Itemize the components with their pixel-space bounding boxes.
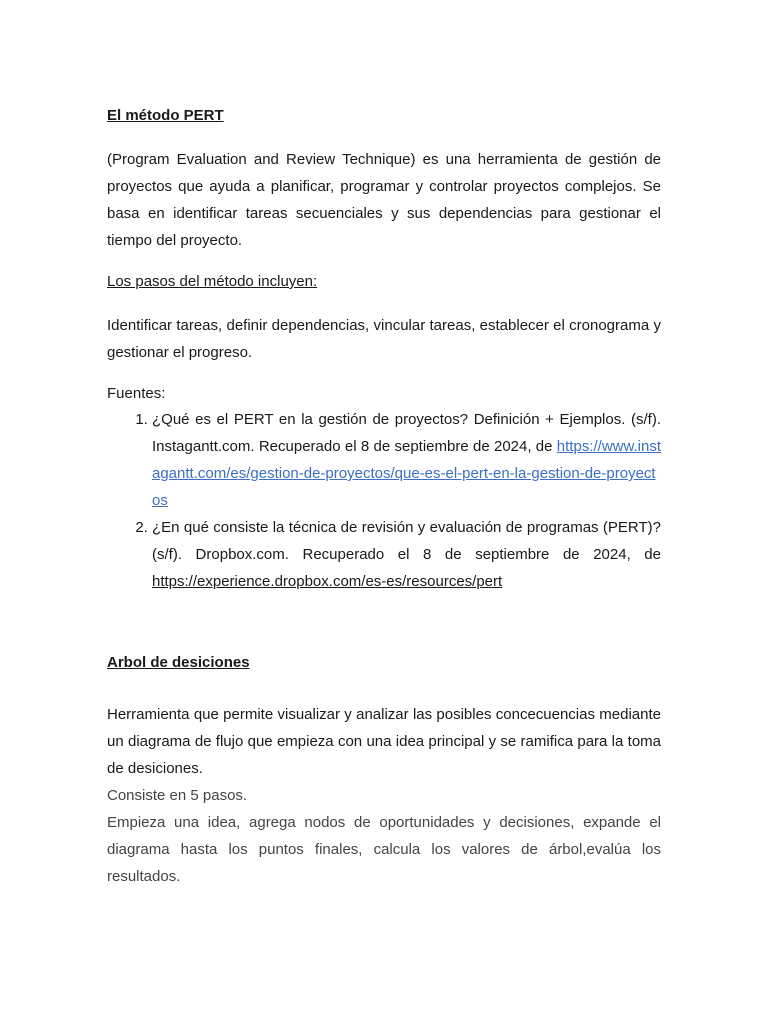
source-link-dropbox[interactable]: https://experience.dropbox.com/es-es/resources/pert	[152, 573, 503, 590]
source-text: ¿Qué es el PERT en la gestión de proyectos? Definición + Ejemplos. (s/f). Instagantt.com. Recuperado el 8 de septiembre de 2024, de	[152, 411, 661, 455]
sources-list	[107, 406, 661, 595]
arbol-description: Herramienta que permite visualizar y analizar las posibles concecuencias mediante un diagrama de flujo que empieza con una idea principal y se ramifica para la toma de desiciones.	[107, 706, 661, 777]
document-page	[107, 104, 661, 890]
pert-steps-heading: Los pasos del método incluyen:	[107, 273, 318, 290]
arbol-steps-count: Consiste en 5 pasos.	[107, 787, 248, 804]
source-text: ¿En qué consiste la técnica de revisión y evaluación de programas (PERT)? (s/f). Dropbox.com. Recuperado el 8 de septiembre de 2024, de	[152, 519, 661, 563]
pert-intro: (Program Evaluation and Review Technique) es una herramienta de gestión de proyectos que ayuda a planificar, programar y controlar proyectos complejos. Se basa en identificar tareas secuenciales y sus dependencias para gestionar el tiempo del proyecto.	[107, 151, 661, 249]
pert-title: El método PERT	[107, 107, 224, 124]
source-link-instagantt[interactable]: https://www.instagantt.com/es/gestion-de-proyectos/que-es-el-pert-en-la-gestion-de-proyectos	[152, 438, 661, 509]
source-item	[152, 406, 661, 514]
pert-steps-text: Identificar tareas, definir dependencias, vincular tareas, establecer el cronograma y gestionar el progreso.	[107, 317, 661, 361]
sources-label: Fuentes:	[107, 385, 166, 402]
source-item	[152, 514, 661, 595]
arbol-title: Arbol de desiciones	[107, 654, 250, 671]
arbol-steps-text: Empieza una idea, agrega nodos de oportunidades y decisiones, expande el diagrama hasta los puntos finales, calcula los valores de árbol,evalúa los resultados.	[107, 814, 661, 885]
